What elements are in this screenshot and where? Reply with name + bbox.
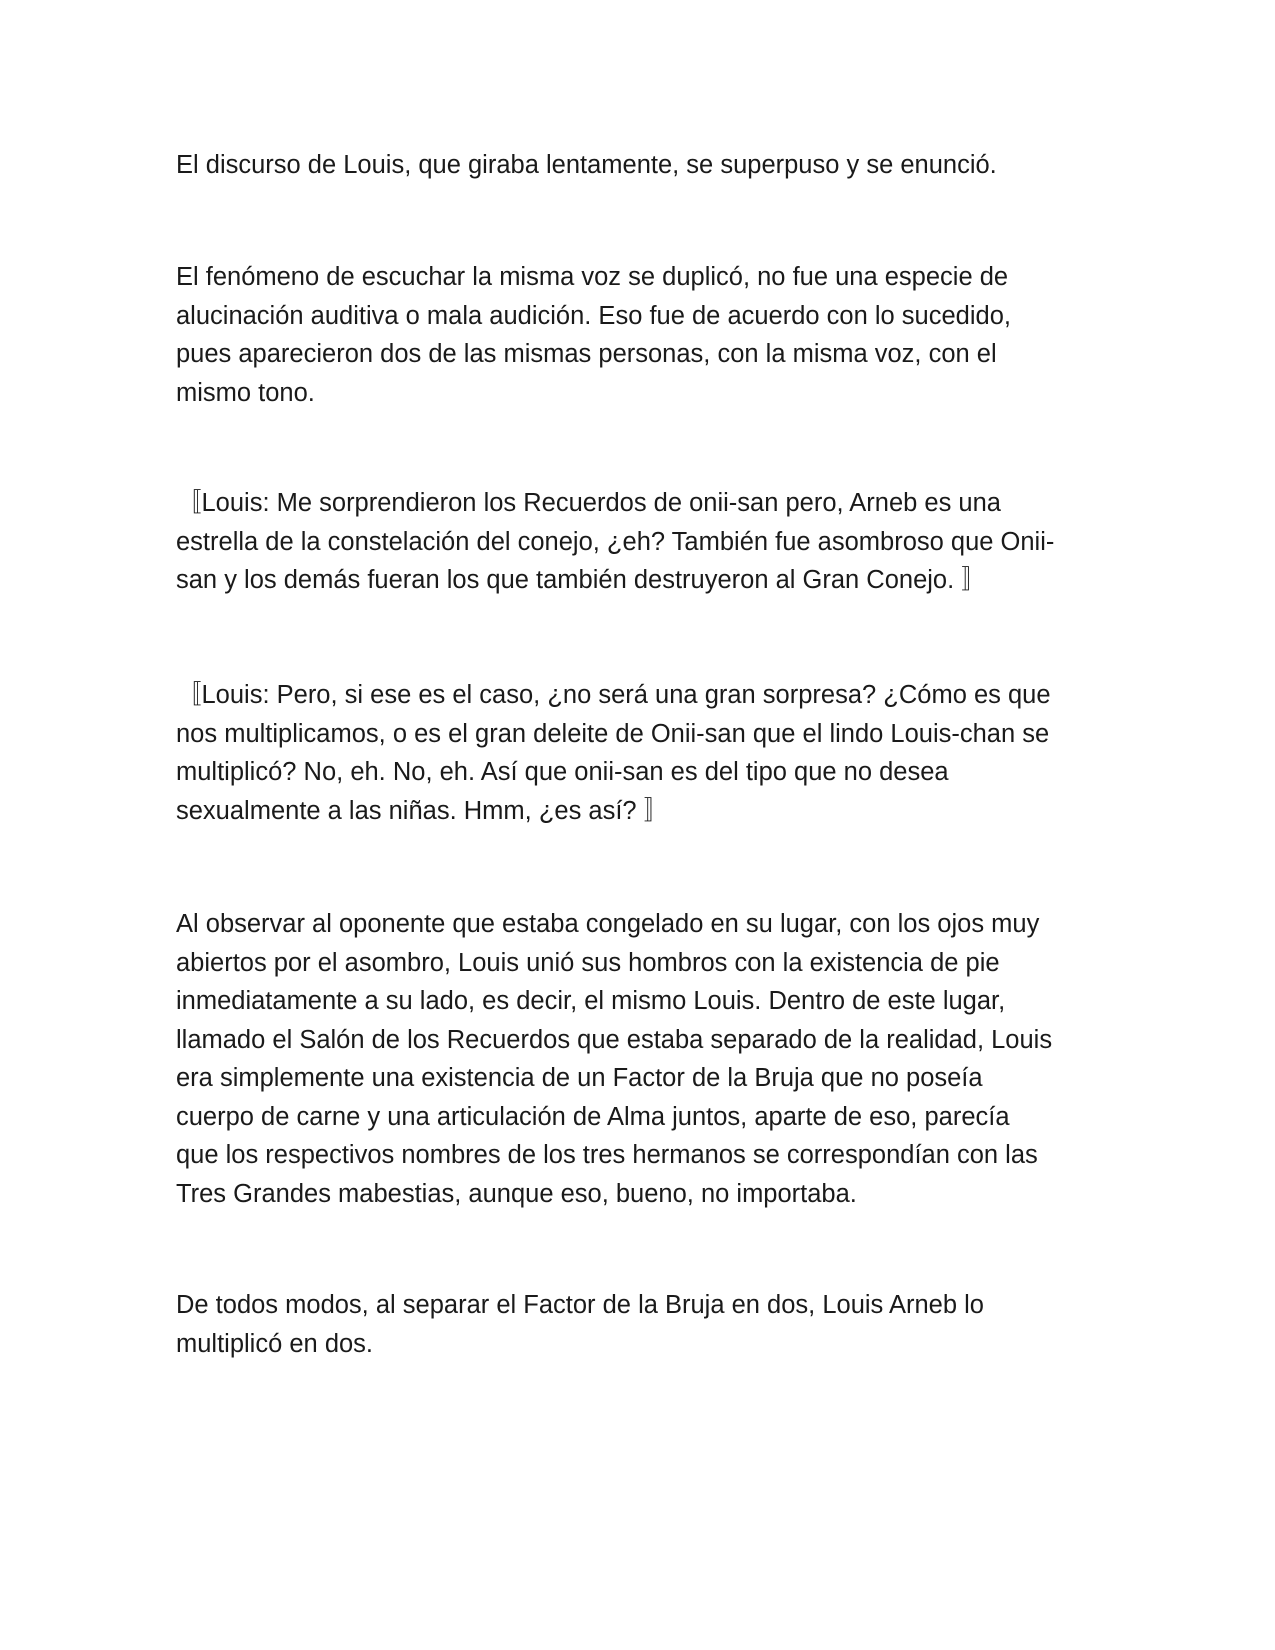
- paragraph-dialogue-2: [176, 676, 1096, 830]
- text-line: cuerpo de carne y una articulación de Alma juntos, aparte de eso, parecía: [176, 1102, 1010, 1131]
- text-line: alucinación auditiva o mala audición. Eso fue de acuerdo con lo sucedido,: [176, 301, 1011, 330]
- paragraph-narration-4: [176, 1286, 1096, 1363]
- text-line: que los respectivos nombres de los tres hermanos se correspondían con las: [176, 1141, 1038, 1169]
- paragraph-dialogue-1: [176, 484, 1096, 600]
- text-line: El discurso de Louis, que giraba lentamente, se superpuso y se enunció.: [176, 151, 997, 179]
- text-line: multiplicó? No, eh. No, eh. Así que onii-san es del tipo que no desea: [176, 758, 949, 786]
- text-line: nos multiplicamos, o es el gran deleite de Onii-san que el lindo Louis-chan se: [176, 719, 1050, 748]
- text-line: multiplicó en dos.: [176, 1329, 374, 1358]
- text-line: san y los demás fueran los que también destruyeron al Gran Conejo. 〛: [176, 566, 987, 594]
- text-line: 〚Louis: Me sorprendieron los Recuerdos de onii-san pero, Arneb es una: [176, 489, 1001, 517]
- paragraph-narration-2: [176, 258, 1096, 412]
- text-line: El fenómeno de escuchar la misma voz se duplicó, no fue una especie de: [176, 263, 1009, 291]
- text-line: sexualmente a las niñas. Hmm, ¿es así? 〛: [176, 796, 670, 825]
- text-line: De todos modos, al separar el Factor de la Bruja en dos, Louis Arneb lo: [176, 1291, 984, 1319]
- text-line: mismo tono.: [176, 378, 315, 407]
- text-line: abiertos por el asombro, Louis unió sus hombros con la existencia de pie: [176, 948, 1000, 977]
- text-line: era simplemente una existencia de un Factor de la Bruja que no poseía: [176, 1064, 983, 1092]
- text-line: llamado el Salón de los Recuerdos que estaba separado de la realidad, Louis: [176, 1025, 1053, 1054]
- paragraph-narration-1: [176, 146, 1096, 185]
- text-line: estrella de la constelación del conejo, ¿eh? También fue asombroso que Onii-: [176, 527, 1055, 556]
- text-line: Tres Grandes mabestias, aunque eso, bueno, no importaba.: [176, 1179, 857, 1208]
- text-line: Al observar al oponente que estaba congelado en su lugar, con los ojos muy: [176, 910, 1040, 938]
- paragraph-narration-3: [176, 905, 1096, 1213]
- text-line: inmediatamente a su lado, es decir, el mismo Louis. Dentro de este lugar,: [176, 987, 1006, 1015]
- text-line: 〚Louis: Pero, si ese es el caso, ¿no será una gran sorpresa? ¿Cómo es que: [176, 681, 1051, 709]
- text-line: pues aparecieron dos de las mismas personas, con la misma voz, con el: [176, 340, 997, 368]
